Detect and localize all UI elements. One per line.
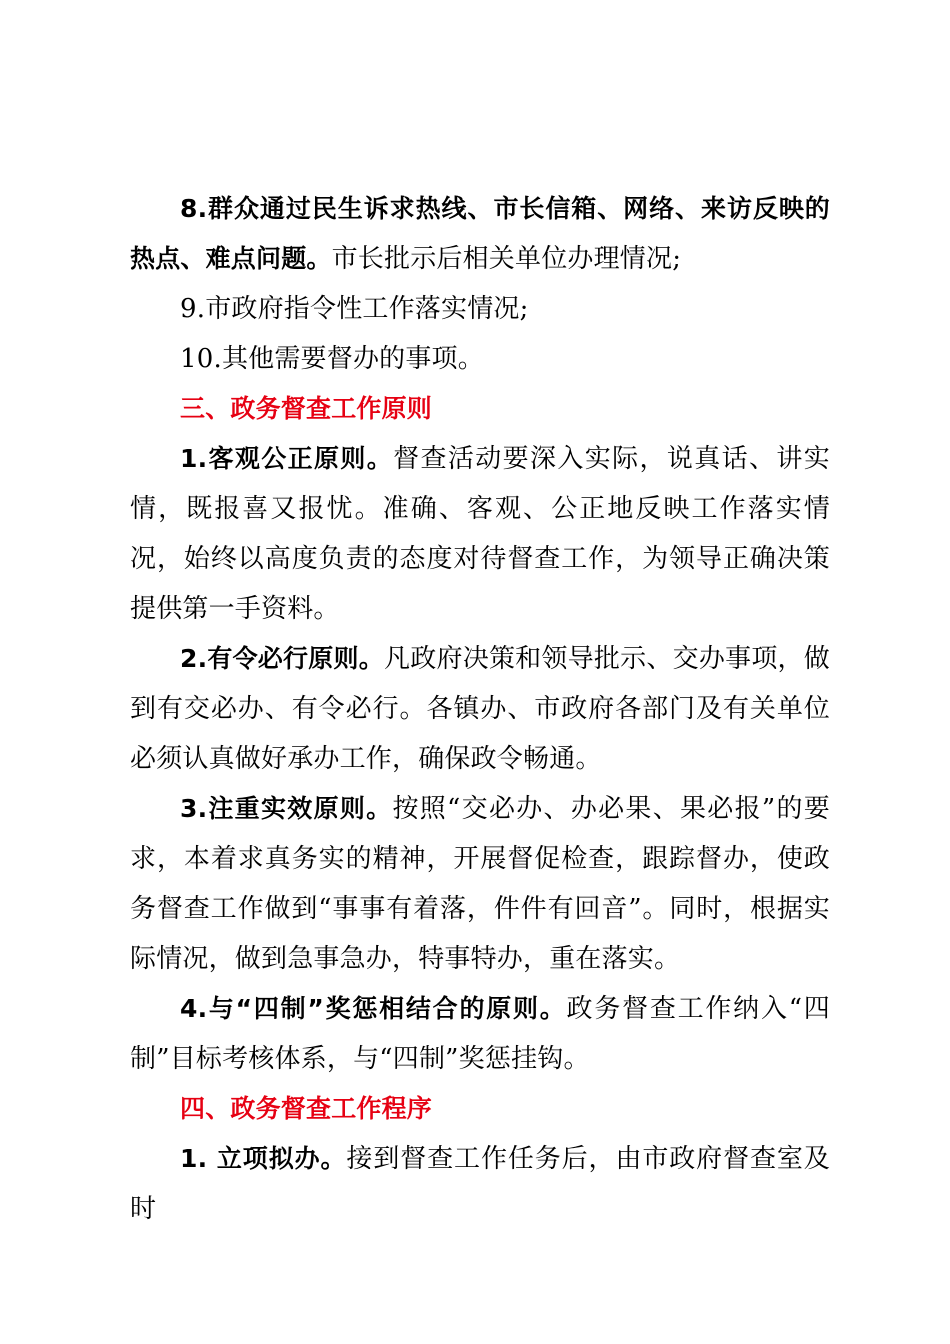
- paragraph-lead: 8.群众通过民生诉求热线、市长信箱、网络、来访反映的热点、难点问题。: [130, 194, 830, 273]
- paragraph-item-9: [130, 284, 830, 334]
- paragraph-lead: 2.有令必行原则。: [180, 644, 384, 673]
- section-heading-principles: 三、政务督查工作原则: [180, 394, 433, 423]
- paragraph-item-10: [130, 334, 830, 384]
- paragraph-text: 9.市政府指令性工作落实情况;: [180, 294, 529, 324]
- paragraph-text: 10.其他需要督办的事项。: [180, 344, 484, 374]
- paragraph-text: 接到督查工作任务后，由市政府督查室及时: [130, 1144, 830, 1224]
- procedure-project-setup: [130, 1134, 830, 1234]
- principle-objective-fair: [130, 434, 830, 634]
- principle-effectiveness: [130, 784, 830, 984]
- section-heading-procedures: 四、政务督查工作程序: [180, 1094, 433, 1123]
- paragraph-lead: 1.客观公正原则。: [180, 444, 394, 473]
- paragraph-text: 督查活动要深入实际，说真话、讲实情，既报喜又报忧。准确、客观、公正地反映工作落实情况，始终以高度负责的态度对待督查工作，为领导正确决策提供第一手资料。: [130, 444, 830, 624]
- paragraph-text: 市长批示后相关单位办理情况;: [331, 244, 682, 274]
- paragraph-item-8: [130, 184, 830, 284]
- paragraph-text: 按照“交必办、办必果、果必报”的要求，本着求真务实的精神，开展督促检查，跟踪督办，使政务督查工作做到“事事有着落，件件有回音”。同时，根据实际情况，做到急事急办，特事特办，重在落实。: [130, 794, 830, 974]
- paragraph-text: 凡政府决策和领导批示、交办事项，做到有交必办、有令必行。各镇办、市政府各部门及有关单位必须认真做好承办工作，确保政令畅通。: [130, 644, 830, 774]
- principle-four-systems: [130, 984, 830, 1084]
- paragraph-lead: 3.注重实效原则。: [180, 794, 393, 823]
- paragraph-lead: 4.与“四制”奖惩相结合的原则。: [180, 994, 567, 1023]
- document-body: [130, 184, 830, 1234]
- paragraph-lead: 1. 立项拟办。: [180, 1144, 347, 1173]
- principle-orders-executed: [130, 634, 830, 784]
- paragraph-text: 政务督查工作纳入“四制”目标考核体系，与“四制”奖惩挂钩。: [130, 994, 830, 1074]
